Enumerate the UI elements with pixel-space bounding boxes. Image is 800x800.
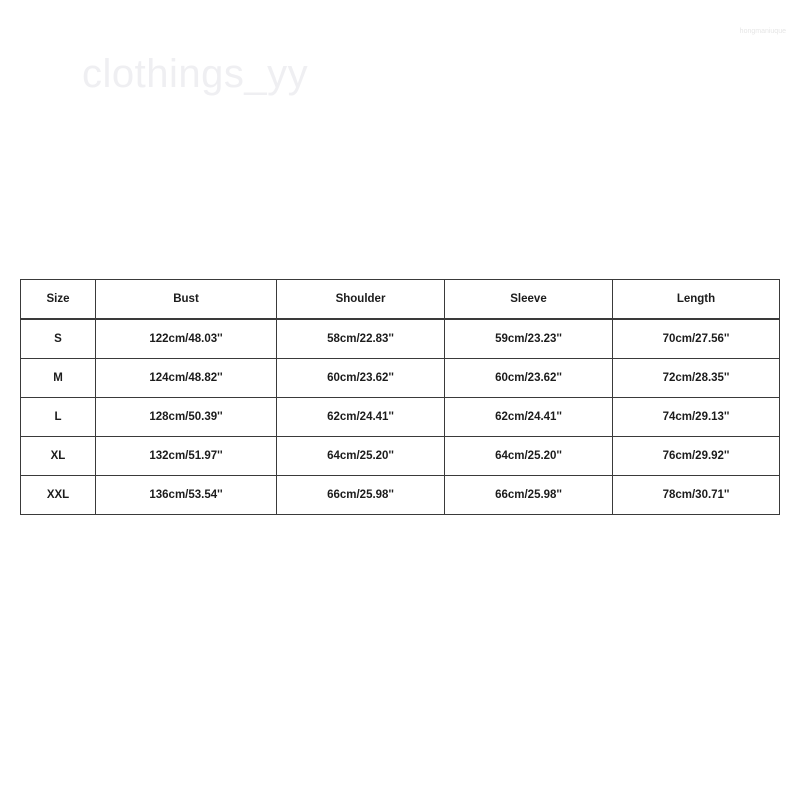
cell-sleeve: 59cm/23.23'' [444,319,612,358]
cell-shoulder: 60cm/23.62'' [276,358,444,397]
cell-length: 78cm/30.71'' [612,475,780,515]
table-row [20,319,780,358]
table-row [20,475,780,515]
cell-sleeve: 60cm/23.62'' [444,358,612,397]
corner-watermark: hongmaniuque [739,28,786,35]
cell-bust: 132cm/51.97'' [95,436,276,475]
cell-size: XL [20,436,95,475]
cell-shoulder: 58cm/22.83'' [276,319,444,358]
cell-length: 70cm/27.56'' [612,319,780,358]
cell-sleeve: 64cm/25.20'' [444,436,612,475]
cell-size: XXL [20,475,95,515]
cell-size: S [20,319,95,358]
watermark-text: clothings_yy [82,52,309,96]
cell-bust: 136cm/53.54'' [95,475,276,515]
cell-length: 76cm/29.92'' [612,436,780,475]
table-row [20,436,780,475]
header-length: Length [612,279,780,319]
cell-shoulder: 62cm/24.41'' [276,397,444,436]
table-row [20,358,780,397]
cell-sleeve: 66cm/25.98'' [444,475,612,515]
cell-bust: 124cm/48.82'' [95,358,276,397]
table-row [20,397,780,436]
cell-size: L [20,397,95,436]
header-size: Size [20,279,95,319]
size-chart-table [20,279,780,515]
header-shoulder: Shoulder [276,279,444,319]
cell-length: 72cm/28.35'' [612,358,780,397]
cell-size: M [20,358,95,397]
cell-length: 74cm/29.13'' [612,397,780,436]
header-sleeve: Sleeve [444,279,612,319]
cell-bust: 128cm/50.39'' [95,397,276,436]
cell-shoulder: 64cm/25.20'' [276,436,444,475]
header-bust: Bust [95,279,276,319]
cell-sleeve: 62cm/24.41'' [444,397,612,436]
cell-shoulder: 66cm/25.98'' [276,475,444,515]
cell-bust: 122cm/48.03'' [95,319,276,358]
table-header-row [20,279,780,319]
